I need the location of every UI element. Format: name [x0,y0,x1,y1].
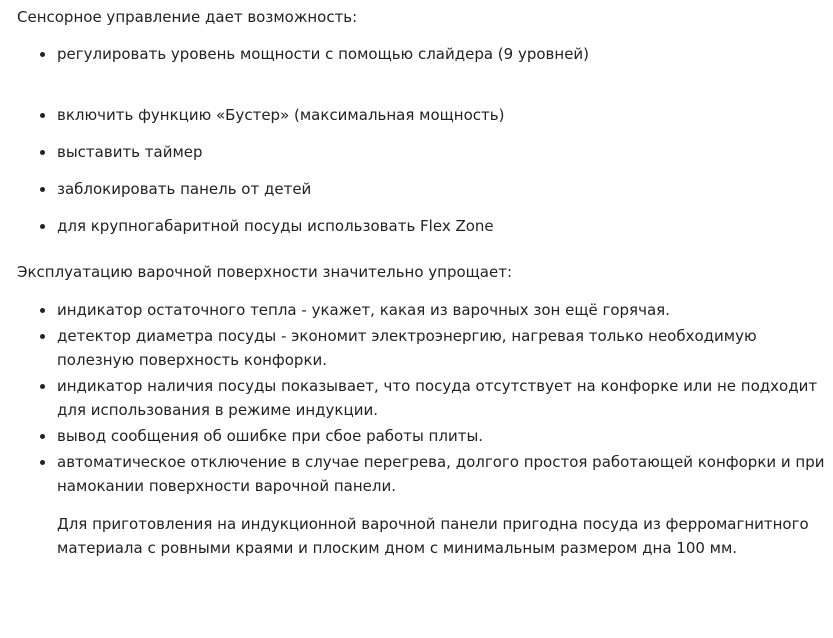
list-item-text: включить функцию «Бустер» (максимальная мощность) [57,106,505,124]
list-item [40,424,833,448]
feature-list [17,42,833,238]
section1-intro: Сенсорное управление дает возможность: [17,8,358,26]
list-item [40,177,833,201]
cookware-note: Для приготовления на индукционной варочной панели пригодна посуда из ферромагнитного материала с ровными краями и плоским дном с минимальным размером дна 100 мм. [57,515,809,557]
bullet-icon [40,187,45,192]
operation-list [17,298,833,498]
list-item-text: индикатор наличия посуды показывает, что посуда отсутствует на конфорке или не подходит для использования в режиме индукции. [57,377,818,419]
list-item-text: детектор диаметра посуды - экономит электроэнергию, нагревая только необходимую полезную поверхность конфорки. [57,327,757,369]
bullet-icon [40,308,45,313]
list-item-text: индикатор остаточного тепла - укажет, какая из варочных зон ещё горячая. [57,301,670,319]
list-item [40,374,833,422]
list-item [40,42,833,66]
list-item [40,298,833,322]
bullet-icon [40,150,45,155]
bullet-icon [40,434,45,439]
list-item-text: автоматическое отключение в случае перегрева, долгого простоя работающей конфорки и при намокании поверхности варочной панели. [57,453,825,495]
list-item-text: выставить таймер [57,143,203,161]
bullet-icon [40,52,45,57]
list-item-text: регулировать уровень мощности с помощью слайдера (9 уровней) [57,45,590,63]
bullet-icon [40,113,45,118]
list-item [40,103,833,127]
bullet-icon [40,460,45,465]
list-item [40,214,833,238]
bullet-icon [40,334,45,339]
list-item [40,450,833,498]
bullet-icon [40,384,45,389]
list-item [40,140,833,164]
section2-intro: Эксплуатацию варочной поверхности значительно упрощает: [17,263,513,281]
list-item [40,324,833,372]
list-item-text: для крупногабаритной посуды использовать Flex Zone [57,217,494,235]
list-item-text: вывод сообщения об ошибке при сбое работы плиты. [57,427,484,445]
bullet-icon [40,224,45,229]
list-item-text: заблокировать панель от детей [57,180,312,198]
